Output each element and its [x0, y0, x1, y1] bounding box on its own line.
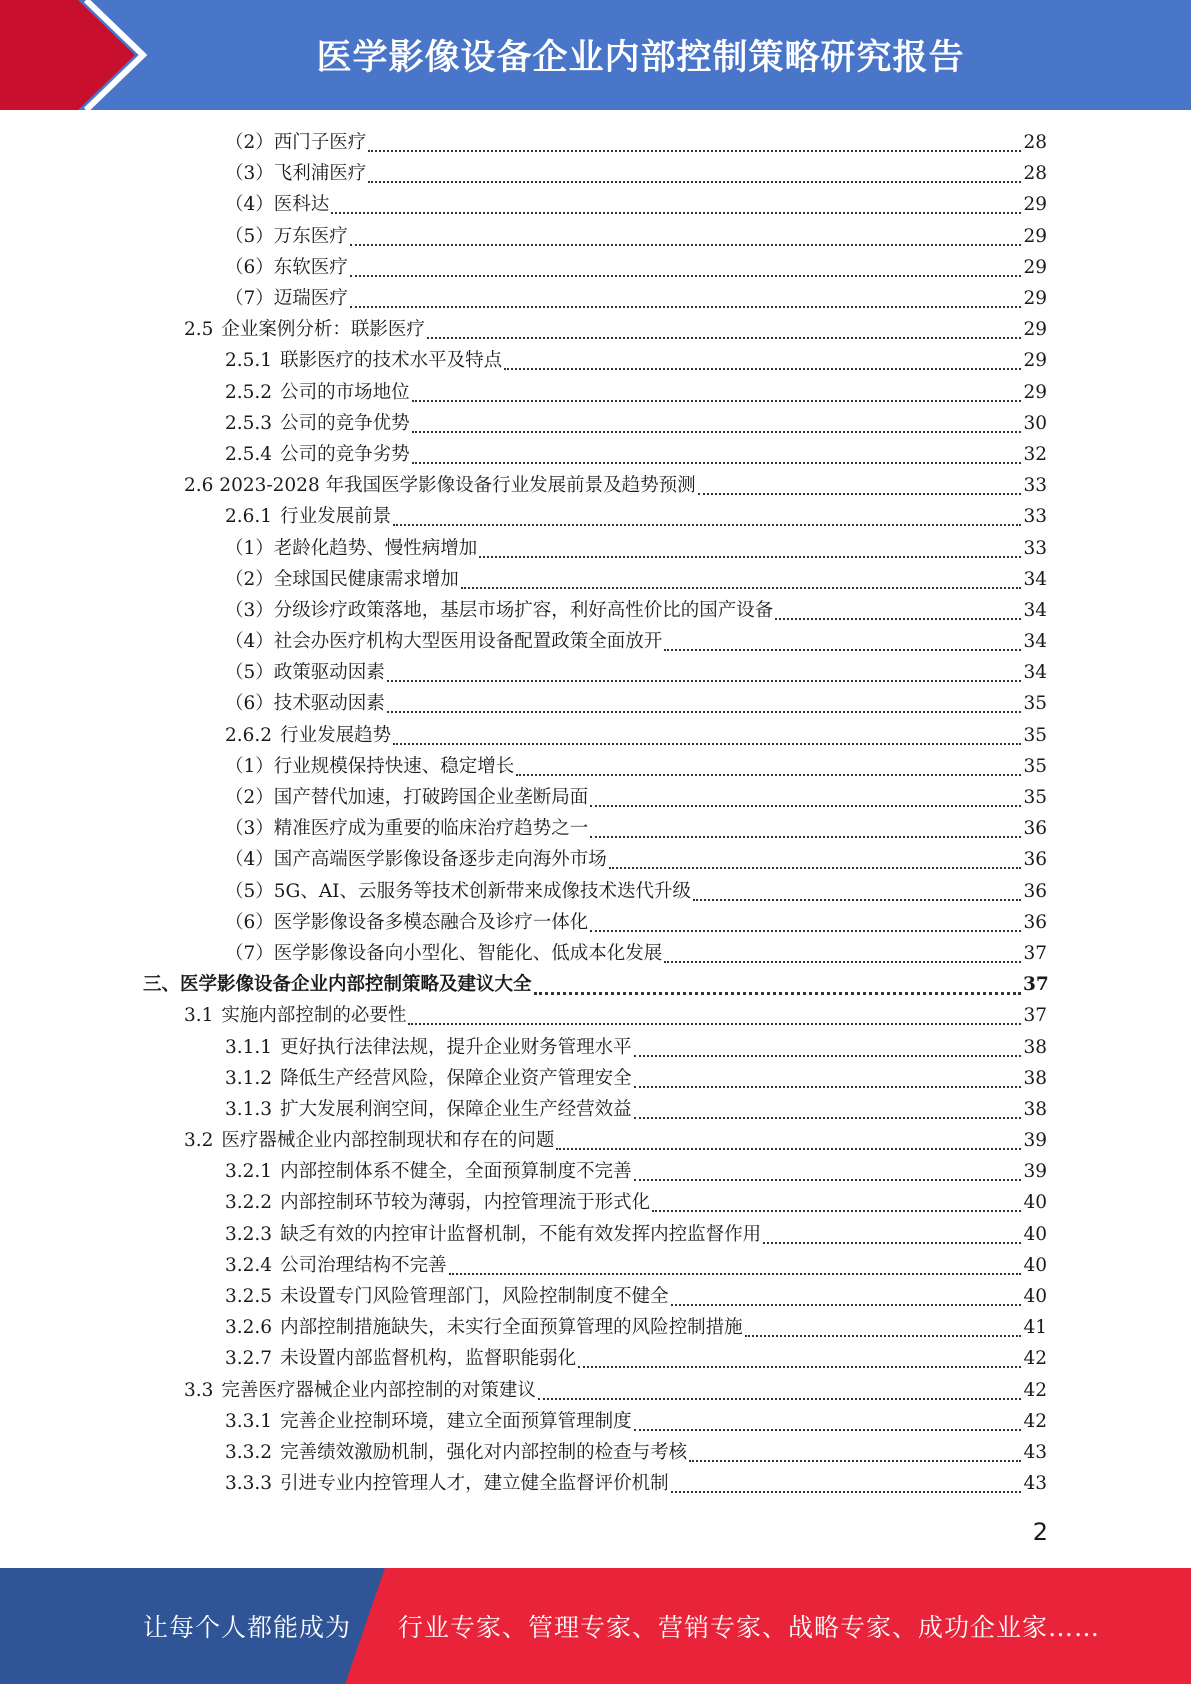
toc-entry-text: （2）西门子医疗	[225, 132, 367, 154]
toc-entry-text: 缺乏有效的内控审计监督机制，不能有效发挥内控监督作用	[280, 1223, 762, 1245]
toc-entry-text: （4）社会办医疗机构大型医用设备配置政策全面放开	[225, 631, 663, 653]
toc-entry[interactable]	[0, 564, 1191, 595]
toc-entry-text: 未设置内部监督机构，监督职能弱化	[280, 1348, 577, 1370]
toc-entry-page: 38	[1023, 1036, 1047, 1058]
toc-entry-label	[225, 688, 385, 719]
toc-entry[interactable]	[0, 470, 1191, 501]
dot-leader	[350, 243, 1021, 246]
toc-entry-label	[225, 1063, 632, 1094]
toc-entry-text: （1）行业规模保持快速、稳定增长	[225, 755, 515, 777]
dot-leader	[350, 274, 1021, 277]
toc-entry-number: 2.5.3	[225, 412, 273, 434]
toc-entry-label	[184, 470, 696, 501]
toc-entry-text: （6）技术驱动因素	[225, 693, 385, 715]
dot-leader	[634, 1085, 1021, 1088]
toc-entry[interactable]	[0, 688, 1191, 719]
toc-entry-page: 34	[1023, 599, 1047, 621]
dot-leader	[408, 1022, 1021, 1025]
toc-entry-text: 内部控制体系不健全，全面预算制度不完善	[280, 1161, 632, 1183]
toc-entry-label	[225, 626, 662, 657]
dot-leader	[664, 960, 1021, 963]
dot-leader	[745, 1334, 1021, 1337]
toc-entry-label	[184, 1375, 536, 1406]
toc-entry-label	[225, 189, 329, 220]
toc-entry[interactable]	[0, 657, 1191, 688]
toc-entry[interactable]	[0, 626, 1191, 657]
toc-entry-text: （6）东软医疗	[225, 256, 348, 278]
footer-slogan-left: 让每个人都能成为	[143, 1613, 352, 1642]
toc-entry[interactable]	[0, 876, 1191, 907]
toc-entry[interactable]	[0, 532, 1191, 563]
toc-entry[interactable]	[0, 1156, 1191, 1187]
toc-entry-label	[225, 813, 588, 844]
toc-entry[interactable]	[0, 439, 1191, 470]
toc-entry-page: 36	[1023, 880, 1047, 902]
toc-entry-page: 33	[1023, 506, 1047, 528]
toc-entry-text: 企业案例分析：联影医疗	[221, 319, 425, 341]
dot-leader	[393, 523, 1021, 526]
dot-leader	[412, 430, 1021, 433]
toc-entry-number: 2.5.2	[225, 381, 273, 403]
toc-entry-page: 29	[1023, 194, 1047, 216]
toc-entry-page: 29	[1023, 350, 1047, 372]
toc-entry[interactable]	[0, 377, 1191, 408]
toc-entry-page: 37	[1023, 942, 1047, 964]
toc-entry-page: 35	[1023, 724, 1047, 746]
toc-entry-page: 29	[1023, 256, 1047, 278]
table-of-contents	[0, 127, 1191, 1499]
toc-entry-label	[225, 1468, 669, 1499]
dot-leader	[331, 211, 1021, 214]
toc-entry-label	[225, 501, 391, 532]
toc-entry-number: 3.2.4	[225, 1254, 273, 1276]
toc-entry-label	[225, 1250, 447, 1281]
toc-entry[interactable]	[0, 969, 1191, 1000]
toc-entry-label	[225, 564, 459, 595]
toc-entry-text: （5）5G、AI、云服务等技术创新带来成像技术迭代升级	[225, 880, 691, 902]
dot-leader	[609, 866, 1021, 869]
dot-leader	[412, 461, 1021, 464]
toc-entry-label	[184, 1125, 554, 1156]
header-banner	[0, 0, 1191, 110]
toc-entry-number: 2.6.1	[225, 506, 273, 528]
toc-entry-page: 38	[1023, 1067, 1047, 1089]
toc-entry-text: 2.6 2023-2028 年我国医学影像设备行业发展前景及趋势预测	[184, 475, 696, 497]
toc-entry-label	[225, 158, 366, 189]
toc-entry-page: 33	[1023, 475, 1047, 497]
dot-leader	[693, 898, 1021, 901]
toc-entry-page: 28	[1023, 163, 1047, 185]
dot-leader	[763, 1241, 1021, 1244]
toc-entry-label	[225, 408, 410, 439]
dot-leader	[578, 1365, 1021, 1368]
dot-leader	[634, 1116, 1021, 1119]
toc-entry-number: 2.5.1	[225, 350, 273, 372]
toc-entry-label	[143, 969, 532, 1000]
toc-entry-text: 三、医学影像设备企业内部控制策略及建议大全	[143, 974, 532, 996]
toc-entry-label	[184, 314, 425, 345]
toc-entry[interactable]	[0, 314, 1191, 345]
toc-entry-page: 40	[1023, 1254, 1047, 1276]
dot-leader	[689, 1459, 1021, 1462]
dot-leader	[368, 180, 1021, 183]
toc-entry-number: 3.3.2	[225, 1441, 273, 1463]
dot-leader	[634, 1054, 1021, 1057]
toc-entry[interactable]	[0, 221, 1191, 252]
toc-entry[interactable]	[0, 720, 1191, 751]
dot-leader	[775, 617, 1021, 620]
toc-entry-page: 32	[1023, 443, 1047, 465]
dot-leader	[427, 336, 1021, 339]
dot-leader	[671, 1303, 1021, 1306]
toc-entry-page: 36	[1023, 911, 1047, 933]
toc-entry-label	[225, 221, 348, 252]
toc-entry[interactable]	[0, 751, 1191, 782]
toc-entry-text: 医疗器械企业内部控制现状和存在的问题	[221, 1130, 555, 1152]
toc-entry-number: 3.1.3	[225, 1098, 273, 1120]
dot-leader	[652, 1209, 1021, 1212]
toc-entry-number: 3.2.7	[225, 1348, 273, 1370]
toc-entry-number: 3.1	[184, 1005, 214, 1027]
toc-entry-text: 实施内部控制的必要性	[221, 1005, 407, 1027]
toc-entry-page: 43	[1023, 1441, 1047, 1463]
dot-leader	[698, 492, 1021, 495]
toc-entry[interactable]	[0, 1000, 1191, 1031]
report-title: 医学影像设备企业内部控制策略研究报告	[316, 38, 965, 78]
toc-entry-text: 引进专业内控管理人才，建立健全监督评价机制	[280, 1473, 669, 1495]
toc-entry-number: 2.5	[184, 319, 214, 341]
toc-entry-page: 29	[1023, 381, 1047, 403]
toc-entry[interactable]	[0, 252, 1191, 283]
toc-entry-page: 39	[1023, 1130, 1047, 1152]
toc-entry-text: 内部控制环节较为薄弱，内控管理流于形式化	[280, 1192, 651, 1214]
dot-leader	[387, 710, 1021, 713]
toc-entry-page: 33	[1023, 537, 1047, 559]
toc-entry-page: 29	[1023, 225, 1047, 247]
toc-entry[interactable]	[0, 1094, 1191, 1125]
toc-entry-page: 39	[1023, 1161, 1047, 1183]
dot-leader	[479, 555, 1021, 558]
toc-entry-page: 42	[1023, 1379, 1047, 1401]
toc-entry[interactable]	[0, 1187, 1191, 1218]
toc-entry-text: 公司的竞争优势	[280, 412, 410, 434]
dot-leader	[393, 742, 1021, 745]
toc-entry-label	[225, 1343, 576, 1374]
toc-entry-page: 42	[1023, 1410, 1047, 1432]
toc-entry-number: 2.5.4	[225, 443, 273, 465]
toc-entry-text: 联影医疗的技术水平及特点	[280, 350, 503, 372]
toc-entry-label	[225, 1281, 669, 1312]
toc-entry-label	[225, 127, 366, 158]
toc-entry-number: 3.2.6	[225, 1317, 273, 1339]
toc-entry-page: 29	[1023, 319, 1047, 341]
toc-entry-number: 3.2.3	[225, 1223, 273, 1245]
toc-entry[interactable]	[0, 938, 1191, 969]
toc-entry-text: 完善企业控制环境，建立全面预算管理制度	[280, 1410, 632, 1432]
dot-leader	[538, 1397, 1021, 1400]
toc-entry-page: 36	[1023, 849, 1047, 871]
toc-entry-page: 43	[1023, 1473, 1047, 1495]
toc-entry[interactable]	[0, 1063, 1191, 1094]
toc-entry-label	[225, 938, 662, 969]
dot-leader	[516, 773, 1021, 776]
toc-entry-label	[225, 1187, 650, 1218]
toc-entry-text: （7）医学影像设备向小型化、智能化、低成本化发展	[225, 942, 663, 964]
toc-entry-page: 37	[1023, 1005, 1047, 1027]
toc-entry-number: 3.3.3	[225, 1473, 273, 1495]
dot-leader	[664, 648, 1021, 651]
toc-entry[interactable]	[0, 907, 1191, 938]
toc-entry-text: （2）国产替代加速，打破跨国企业垄断局面	[225, 787, 589, 809]
toc-entry[interactable]	[0, 1437, 1191, 1468]
toc-entry-text: 扩大发展利润空间，保障企业生产经营效益	[280, 1098, 632, 1120]
toc-entry-label	[225, 1406, 632, 1437]
toc-entry-label	[225, 907, 588, 938]
toc-entry-label	[225, 595, 773, 626]
toc-entry-label	[225, 1156, 632, 1187]
toc-entry-label	[225, 720, 391, 751]
toc-entry-text: 内部控制措施缺失，未实行全面预算管理的风险控制措施	[280, 1317, 743, 1339]
dot-leader	[387, 679, 1021, 682]
footer-banner	[0, 1568, 1191, 1684]
toc-entry[interactable]	[0, 813, 1191, 844]
toc-entry[interactable]	[0, 1281, 1191, 1312]
toc-entry-label	[225, 1032, 632, 1063]
toc-entry-text: 更好执行法律法规，提升企业财务管理水平	[280, 1036, 632, 1058]
dot-leader	[534, 991, 1021, 995]
toc-entry-text: （5）万东医疗	[225, 225, 348, 247]
toc-entry-page: 38	[1023, 1098, 1047, 1120]
toc-entry-text: （4）医科达	[225, 194, 330, 216]
header-arrow-decoration	[0, 0, 150, 110]
toc-entry-number: 2.6.2	[225, 724, 273, 746]
dot-leader	[461, 586, 1021, 589]
dot-leader	[412, 399, 1021, 402]
toc-entry[interactable]	[0, 1343, 1191, 1374]
toc-entry-page: 42	[1023, 1348, 1047, 1370]
toc-entry-text: 行业发展前景	[280, 506, 392, 528]
toc-entry[interactable]	[0, 1375, 1191, 1406]
toc-entry-page: 35	[1023, 787, 1047, 809]
toc-entry-text: （6）医学影像设备多模态融合及诊疗一体化	[225, 911, 589, 933]
toc-entry-label	[225, 844, 607, 875]
toc-entry-label	[225, 751, 514, 782]
toc-entry-number: 3.2.2	[225, 1192, 273, 1214]
toc-entry[interactable]	[0, 501, 1191, 532]
toc-entry-page: 40	[1023, 1286, 1047, 1308]
toc-entry[interactable]	[0, 1406, 1191, 1437]
toc-entry-number: 3.1.2	[225, 1067, 273, 1089]
toc-entry-label	[225, 1312, 743, 1343]
toc-entry[interactable]	[0, 1250, 1191, 1281]
toc-entry-page: 28	[1023, 132, 1047, 154]
toc-entry-text: 未设置专门风险管理部门，风险控制制度不健全	[280, 1286, 669, 1308]
toc-entry[interactable]	[0, 595, 1191, 626]
toc-entry-label	[225, 533, 477, 564]
toc-entry-text: （7）迈瑞医疗	[225, 288, 348, 310]
dot-leader	[634, 1178, 1021, 1181]
toc-entry-text: （5）政策驱动因素	[225, 662, 385, 684]
toc-entry-label	[225, 1094, 632, 1125]
toc-entry-label	[225, 876, 691, 907]
toc-entry-text: 公司治理结构不完善	[280, 1254, 447, 1276]
toc-entry-label	[225, 657, 385, 688]
toc-entry-page: 34	[1023, 568, 1047, 590]
toc-entry-number: 3.3	[184, 1379, 214, 1401]
toc-entry-page: 29	[1023, 288, 1047, 310]
toc-entry-text: （3）精准医疗成为重要的临床治疗趋势之一	[225, 818, 589, 840]
toc-entry[interactable]	[0, 189, 1191, 220]
toc-entry-text: （1）老龄化趋势、慢性病增加	[225, 537, 478, 559]
toc-entry[interactable]	[0, 283, 1191, 314]
dot-leader	[350, 305, 1021, 308]
toc-entry-number: 3.3.1	[225, 1410, 273, 1432]
toc-entry-page: 36	[1023, 818, 1047, 840]
toc-entry-text: 公司的市场地位	[280, 381, 410, 403]
toc-entry-page: 35	[1023, 755, 1047, 777]
dot-leader	[634, 1428, 1021, 1431]
toc-entry-label	[225, 252, 348, 283]
toc-entry-label	[225, 439, 410, 470]
toc-entry[interactable]	[0, 158, 1191, 189]
toc-entry[interactable]	[0, 1219, 1191, 1250]
toc-entry-label	[225, 782, 588, 813]
toc-entry-label	[225, 1219, 761, 1250]
toc-entry-page: 37	[1023, 974, 1049, 996]
toc-entry-label	[225, 377, 410, 408]
toc-entry-text: （3）分级诊疗政策落地，基层市场扩容，利好高性价比的国产设备	[225, 599, 774, 621]
toc-entry[interactable]	[0, 345, 1191, 376]
toc-entry-page: 30	[1023, 412, 1047, 434]
dot-leader	[590, 929, 1021, 932]
toc-entry-number: 3.2.5	[225, 1286, 273, 1308]
toc-entry-page: 34	[1023, 631, 1047, 653]
toc-entry[interactable]	[0, 844, 1191, 875]
toc-entry-label	[184, 1000, 406, 1031]
toc-entry-number: 3.2.1	[225, 1161, 273, 1183]
toc-entry-text: 行业发展趋势	[280, 724, 392, 746]
toc-entry[interactable]	[0, 1031, 1191, 1062]
toc-entry-text: 公司的竞争劣势	[280, 443, 410, 465]
footer-slogan-right: 行业专家、管理专家、营销专家、战略专家、成功企业家……	[398, 1613, 1101, 1642]
toc-entry-text: 完善医疗器械企业内部控制的对策建议	[221, 1379, 536, 1401]
toc-entry-number: 3.1.1	[225, 1036, 273, 1058]
toc-entry[interactable]	[0, 782, 1191, 813]
dot-leader	[590, 835, 1021, 838]
dot-leader	[449, 1272, 1021, 1275]
toc-entry-page: 40	[1023, 1192, 1047, 1214]
page-number: 2	[1032, 1518, 1048, 1546]
dot-leader	[556, 1147, 1021, 1150]
dot-leader	[368, 149, 1021, 152]
toc-entry-page: 40	[1023, 1223, 1047, 1245]
toc-entry-page: 41	[1023, 1317, 1047, 1339]
dot-leader	[590, 804, 1021, 807]
toc-entry-number: 3.2	[184, 1130, 214, 1152]
toc-entry-label	[225, 283, 348, 314]
toc-entry[interactable]	[0, 1468, 1191, 1499]
toc-entry[interactable]	[0, 408, 1191, 439]
toc-entry-page: 35	[1023, 693, 1047, 715]
toc-entry-text: （4）国产高端医学影像设备逐步走向海外市场	[225, 849, 607, 871]
toc-entry-label	[225, 1437, 687, 1468]
toc-entry[interactable]	[0, 1312, 1191, 1343]
toc-entry-label	[225, 345, 502, 376]
toc-entry-text: 完善绩效激励机制，强化对内部控制的检查与考核	[280, 1441, 688, 1463]
dot-leader	[504, 367, 1021, 370]
toc-entry-text: 降低生产经营风险，保障企业资产管理安全	[280, 1067, 632, 1089]
toc-entry-page: 34	[1023, 662, 1047, 684]
toc-entry-text: （3）飞利浦医疗	[225, 163, 367, 185]
toc-entry-text: （2）全球国民健康需求增加	[225, 568, 459, 590]
toc-entry[interactable]	[0, 1125, 1191, 1156]
dot-leader	[671, 1490, 1021, 1493]
toc-entry[interactable]	[0, 127, 1191, 158]
